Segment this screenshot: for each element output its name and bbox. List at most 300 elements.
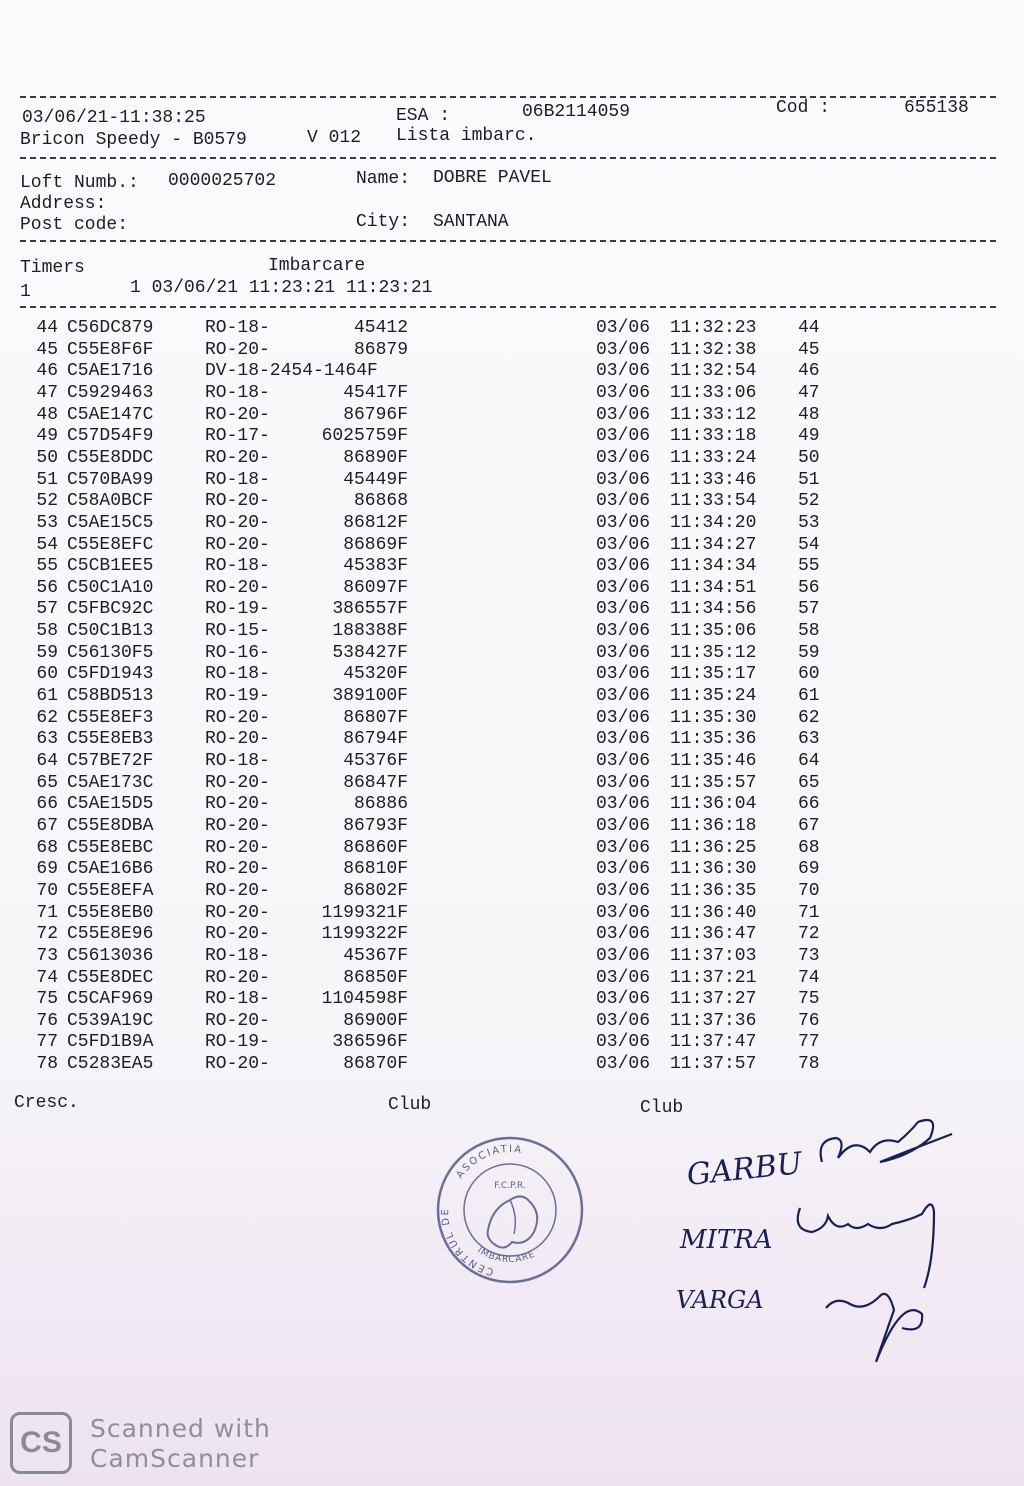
row-index: 45 xyxy=(36,339,58,360)
row-number: 48 xyxy=(798,404,820,425)
ring-prefix: RO-18- xyxy=(205,664,270,685)
ring-prefix: RO-15- xyxy=(205,621,270,642)
arrival-date: 03/06 xyxy=(596,577,651,598)
list-row xyxy=(0,751,1024,773)
ring-prefix: RO-18- xyxy=(205,318,270,338)
arrival-date: 03/06 xyxy=(596,361,651,382)
ring-prefix: RO-18- xyxy=(205,751,270,771)
ring-number: 86796F xyxy=(343,404,408,425)
row-index: 50 xyxy=(36,447,58,468)
club-label: Club xyxy=(640,1098,684,1118)
row-number: 60 xyxy=(798,664,820,685)
list-row xyxy=(0,491,1024,513)
stamp-bottom-text: IMBARCARE xyxy=(475,1245,538,1266)
arrival-date: 03/06 xyxy=(596,556,651,577)
list-row xyxy=(0,383,1024,405)
esa-label: ESA : xyxy=(396,106,451,126)
list-row xyxy=(0,686,1024,708)
list-row xyxy=(0,535,1024,557)
chip-id: C5AE15D5 xyxy=(67,794,154,815)
row-index: 52 xyxy=(36,491,58,512)
row-number: 62 xyxy=(798,707,820,728)
row-index: 61 xyxy=(36,686,58,707)
postcode-label: Post code: xyxy=(20,215,129,235)
camscanner-logo-icon: CS xyxy=(10,1412,72,1474)
arrival-date: 03/06 xyxy=(596,837,651,858)
ring-prefix: RO-19- xyxy=(205,1032,270,1053)
row-index: 68 xyxy=(36,837,58,858)
row-number: 73 xyxy=(798,945,820,966)
ring-number: 86812F xyxy=(343,512,408,533)
ring-prefix: RO-19- xyxy=(205,686,270,707)
ring-number: 86802F xyxy=(343,880,408,901)
row-index: 78 xyxy=(36,1054,58,1075)
ring-prefix: RO-18- xyxy=(205,989,270,1010)
arrival-date: 03/06 xyxy=(596,534,651,555)
row-index: 58 xyxy=(36,621,58,642)
ring-number: 86860F xyxy=(343,837,408,858)
ring-number: 45412 xyxy=(353,318,408,338)
chip-id: C5FBC92C xyxy=(67,599,154,620)
row-number: 61 xyxy=(798,686,820,707)
row-index: 69 xyxy=(36,859,58,880)
signature-1 xyxy=(821,1120,952,1162)
row-number: 56 xyxy=(798,577,820,598)
name-value: DOBRE PAVEL xyxy=(433,168,552,188)
arrival-date: 03/06 xyxy=(596,339,651,360)
row-index: 74 xyxy=(36,967,58,988)
list-row xyxy=(0,816,1024,838)
row-number: 71 xyxy=(798,902,820,923)
arrival-date: 03/06 xyxy=(596,599,651,620)
chip-id: C5AE16B6 xyxy=(67,859,154,880)
stamp-top-text: ASOCIATIA xyxy=(454,1143,524,1181)
list-row xyxy=(0,729,1024,751)
ring-prefix: RO-20- xyxy=(205,577,270,598)
arrival-date: 03/06 xyxy=(596,989,651,1010)
arrival-time: 11:33:46 xyxy=(670,469,757,490)
row-number: 51 xyxy=(798,469,820,490)
chip-id: C58BD513 xyxy=(67,686,154,707)
list-row xyxy=(0,513,1024,535)
row-index: 53 xyxy=(36,512,58,533)
list-row xyxy=(0,426,1024,448)
arrival-time: 11:37:36 xyxy=(670,1010,757,1031)
ring-number: 86890F xyxy=(343,447,408,468)
chip-id: C5613036 xyxy=(67,945,154,966)
ring-number: 86869F xyxy=(343,534,408,555)
ring-prefix: RO-20- xyxy=(205,794,270,815)
ring-number: 86900F xyxy=(343,1010,408,1031)
chip-id: C55E8EBC xyxy=(67,837,154,858)
list-row xyxy=(0,318,1024,340)
arrival-time: 11:34:34 xyxy=(670,556,757,577)
chip-id: C5283EA5 xyxy=(67,1054,154,1075)
ring-number: 86097F xyxy=(343,577,408,598)
signatures xyxy=(640,1100,980,1380)
ring-number: 6025759F xyxy=(321,426,408,447)
ring-prefix: RO-20- xyxy=(205,534,270,555)
arrival-date: 03/06 xyxy=(596,772,651,793)
arrival-time: 11:37:03 xyxy=(670,945,757,966)
chip-id: C55E8EFA xyxy=(67,880,154,901)
arrival-date: 03/06 xyxy=(596,1054,651,1075)
ring-prefix: RO-20- xyxy=(205,815,270,836)
chip-id: C5FD1943 xyxy=(67,664,154,685)
ring-prefix: RO-18- xyxy=(205,382,270,403)
arrival-date: 03/06 xyxy=(596,686,651,707)
chip-id: C57D54F9 xyxy=(67,426,154,447)
ring-number: 86850F xyxy=(343,967,408,988)
row-index: 71 xyxy=(36,902,58,923)
chip-id: C55E8F6F xyxy=(67,339,154,360)
chip-id: C56DC879 xyxy=(67,318,154,338)
ring-number: 45449F xyxy=(343,469,408,490)
svg-text:IMBARCARE xyxy=(475,1246,537,1266)
arrival-time: 11:36:47 xyxy=(670,924,757,945)
arrival-time: 11:33:54 xyxy=(670,491,757,512)
arrival-date: 03/06 xyxy=(596,751,651,771)
ring-number: 86810F xyxy=(343,859,408,880)
list-title: Lista imbarc. xyxy=(396,126,537,146)
arrival-time: 11:33:24 xyxy=(670,447,757,468)
list-row xyxy=(0,989,1024,1011)
arrival-date: 03/06 xyxy=(596,404,651,425)
ring-number: 188388F xyxy=(332,621,408,642)
club-stamp xyxy=(430,1130,590,1290)
chip-id: C50C1B13 xyxy=(67,621,154,642)
list-row xyxy=(0,946,1024,968)
chip-id: C55E8E96 xyxy=(67,924,154,945)
list-row xyxy=(0,578,1024,600)
row-index: 75 xyxy=(36,989,58,1010)
row-index: 67 xyxy=(36,815,58,836)
ring-prefix: RO-20- xyxy=(205,491,270,512)
timers-label: Timers xyxy=(20,258,85,278)
ring-prefix: RO-20- xyxy=(205,729,270,750)
ring-prefix: RO-20- xyxy=(205,339,270,360)
row-index: 51 xyxy=(36,469,58,490)
row-number: 76 xyxy=(798,1010,820,1031)
arrival-date: 03/06 xyxy=(596,512,651,533)
loft-number: 0000025702 xyxy=(168,171,277,191)
stamp-mid-text: F.C.P.R. xyxy=(494,1181,526,1191)
arrival-date: 03/06 xyxy=(596,707,651,728)
list-row xyxy=(0,643,1024,665)
arrival-time: 11:35:06 xyxy=(670,621,757,642)
arrival-time: 11:35:24 xyxy=(670,686,757,707)
arrival-time: 11:35:57 xyxy=(670,772,757,793)
ring-prefix: RO-18- xyxy=(205,945,270,966)
chip-id: C5AE15C5 xyxy=(67,512,154,533)
arrival-date: 03/06 xyxy=(596,902,651,923)
arrival-date: 03/06 xyxy=(596,318,651,338)
chip-id: C5CAF969 xyxy=(67,989,154,1010)
ring-number: 1199322F xyxy=(321,924,408,945)
ring-number: 86868 xyxy=(353,491,408,512)
list-row xyxy=(0,968,1024,990)
row-index: 70 xyxy=(36,880,58,901)
list-row xyxy=(0,664,1024,686)
ring-prefix: RO-20- xyxy=(205,404,270,425)
chip-id: C55E8EFC xyxy=(67,534,154,555)
divider xyxy=(20,240,996,242)
arrival-time: 11:32:54 xyxy=(670,361,757,382)
ring-number: 86807F xyxy=(343,707,408,728)
ring-prefix: RO-17- xyxy=(205,426,270,447)
list-row xyxy=(0,405,1024,427)
ring-number: 86870F xyxy=(343,1054,408,1075)
arrival-time: 11:35:46 xyxy=(670,751,757,771)
cod-label: Cod : xyxy=(776,98,831,118)
arrival-time: 11:35:30 xyxy=(670,707,757,728)
list-row xyxy=(0,903,1024,925)
ring-number: 86847F xyxy=(343,772,408,793)
row-index: 57 xyxy=(36,599,58,620)
row-number: 52 xyxy=(798,491,820,512)
row-number: 55 xyxy=(798,556,820,577)
arrival-date: 03/06 xyxy=(596,642,651,663)
row-number: 63 xyxy=(798,729,820,750)
ring-number: 45320F xyxy=(343,664,408,685)
ring-number: 386596F xyxy=(332,1032,408,1053)
row-number: 44 xyxy=(798,318,820,338)
svg-text:ASOCIATIA xyxy=(454,1144,523,1181)
row-index: 59 xyxy=(36,642,58,663)
row-number: 68 xyxy=(798,837,820,858)
ring-prefix: RO-18- xyxy=(205,556,270,577)
signature-name-1: GARBU xyxy=(685,1146,804,1193)
chip-id: C57BE72F xyxy=(67,751,154,771)
ring-prefix: RO-16- xyxy=(205,642,270,663)
loft-label: Loft Numb.: xyxy=(20,173,139,193)
ring-number: 538427F xyxy=(332,642,408,663)
chip-id: C5AE147C xyxy=(67,404,154,425)
row-index: 48 xyxy=(36,404,58,425)
chip-id: C5929463 xyxy=(67,382,154,403)
arrival-time: 11:33:12 xyxy=(670,404,757,425)
watermark-line-2: CamScanner xyxy=(90,1444,260,1473)
ring-number: 45417F xyxy=(343,382,408,403)
signature-3 xyxy=(826,1294,922,1362)
row-index: 64 xyxy=(36,751,58,771)
club-label: Club xyxy=(388,1095,432,1115)
ring-number: 86879 xyxy=(353,339,408,360)
chip-id: C5AE173C xyxy=(67,772,154,793)
arrival-date: 03/06 xyxy=(596,469,651,490)
arrival-date: 03/06 xyxy=(596,729,651,750)
ring-number: 45367F xyxy=(343,945,408,966)
row-number: 65 xyxy=(798,772,820,793)
divider xyxy=(20,306,996,308)
row-index: 63 xyxy=(36,729,58,750)
arrival-time: 11:34:27 xyxy=(670,534,757,555)
timer-values: 1 03/06/21 11:23:21 11:23:21 xyxy=(130,278,433,298)
ring-number: 386557F xyxy=(332,599,408,620)
row-number: 64 xyxy=(798,751,820,771)
city-value: SANTANA xyxy=(433,212,509,232)
imbarcare-label: Imbarcare xyxy=(268,256,366,276)
row-number: 57 xyxy=(798,599,820,620)
device-name: Bricon Speedy - B0579 xyxy=(20,130,247,150)
arrival-time: 11:34:56 xyxy=(670,599,757,620)
chip-id: C539A19C xyxy=(67,1010,154,1031)
list-row xyxy=(0,708,1024,730)
arrival-time: 11:35:36 xyxy=(670,729,757,750)
arrival-date: 03/06 xyxy=(596,1010,651,1031)
list-row xyxy=(0,470,1024,492)
row-index: 66 xyxy=(36,794,58,815)
arrival-time: 11:34:20 xyxy=(670,512,757,533)
arrival-date: 03/06 xyxy=(596,880,651,901)
row-number: 72 xyxy=(798,924,820,945)
list-row xyxy=(0,340,1024,362)
ring-prefix: RO-20- xyxy=(205,447,270,468)
row-number: 46 xyxy=(798,361,820,382)
ring-prefix: RO-19- xyxy=(205,599,270,620)
row-number: 49 xyxy=(798,426,820,447)
list-row xyxy=(0,859,1024,881)
arrival-time: 11:32:23 xyxy=(670,318,757,338)
arrival-time: 11:36:04 xyxy=(670,794,757,815)
ring-number: 86793F xyxy=(343,815,408,836)
chip-id: C55E8DEC xyxy=(67,967,154,988)
ring-number: 389100F xyxy=(332,686,408,707)
ring-prefix: RO-20- xyxy=(205,902,270,923)
arrival-date: 03/06 xyxy=(596,491,651,512)
row-number: 53 xyxy=(798,512,820,533)
chip-id: C56130F5 xyxy=(67,642,154,663)
arrival-time: 11:37:21 xyxy=(670,967,757,988)
row-number: 75 xyxy=(798,989,820,1010)
chip-id: C570BA99 xyxy=(67,469,154,490)
row-number: 78 xyxy=(798,1054,820,1075)
ring-prefix: RO-20- xyxy=(205,1054,270,1075)
chip-id: C55E8DDC xyxy=(67,447,154,468)
list-row xyxy=(0,773,1024,795)
arrival-time: 11:36:40 xyxy=(670,902,757,923)
ring-prefix: RO-20- xyxy=(205,967,270,988)
address-label: Address: xyxy=(20,194,107,214)
row-index: 76 xyxy=(36,1010,58,1031)
arrival-date: 03/06 xyxy=(596,945,651,966)
arrival-date: 03/06 xyxy=(596,426,651,447)
list-row xyxy=(0,448,1024,470)
device-version: V 012 xyxy=(307,128,362,148)
list-row xyxy=(0,838,1024,860)
signature-2 xyxy=(798,1204,934,1288)
arrival-time: 11:37:47 xyxy=(670,1032,757,1053)
ring-number: 45383F xyxy=(343,556,408,577)
row-index: 72 xyxy=(36,924,58,945)
arrival-time: 11:36:25 xyxy=(670,837,757,858)
chip-id: C5CB1EE5 xyxy=(67,556,154,577)
arrival-time: 11:33:18 xyxy=(670,426,757,447)
row-index: 62 xyxy=(36,707,58,728)
ring-prefix: DV-18-2454-1464F xyxy=(205,361,378,382)
list-row xyxy=(0,556,1024,578)
chip-id: C58A0BCF xyxy=(67,491,154,512)
ring-number: 86794F xyxy=(343,729,408,750)
ring-prefix: RO-18- xyxy=(205,469,270,490)
ring-prefix: RO-20- xyxy=(205,859,270,880)
arrival-time: 11:36:35 xyxy=(670,880,757,901)
ring-prefix: RO-20- xyxy=(205,924,270,945)
row-number: 69 xyxy=(798,859,820,880)
arrival-date: 03/06 xyxy=(596,924,651,945)
row-index: 77 xyxy=(36,1032,58,1053)
list-row xyxy=(0,1054,1024,1076)
row-number: 59 xyxy=(798,642,820,663)
row-number: 58 xyxy=(798,621,820,642)
arrival-time: 11:37:57 xyxy=(670,1054,757,1075)
row-index: 47 xyxy=(36,382,58,403)
row-number: 54 xyxy=(798,534,820,555)
signature-name-2: MITRA xyxy=(680,1225,773,1255)
ring-prefix: RO-20- xyxy=(205,1010,270,1031)
arrival-date: 03/06 xyxy=(596,967,651,988)
ring-prefix: RO-20- xyxy=(205,880,270,901)
chip-id: C5AE1716 xyxy=(67,361,154,382)
divider xyxy=(20,157,996,159)
ring-number: 86886 xyxy=(353,794,408,815)
list-row xyxy=(0,1032,1024,1054)
chip-id: C55E8EF3 xyxy=(67,707,154,728)
chip-id: C55E8EB0 xyxy=(67,902,154,923)
cod-value: 655138 xyxy=(904,98,969,118)
arrival-date: 03/06 xyxy=(596,794,651,815)
arrival-date: 03/06 xyxy=(596,621,651,642)
row-index: 46 xyxy=(36,361,58,382)
arrival-date: 03/06 xyxy=(596,1032,651,1053)
city-label: City: xyxy=(356,212,411,232)
list-row xyxy=(0,881,1024,903)
timer-index: 1 xyxy=(20,282,31,302)
chip-id: C50C1A10 xyxy=(67,577,154,598)
arrival-time: 11:36:18 xyxy=(670,815,757,836)
arrival-time: 11:37:27 xyxy=(670,989,757,1010)
row-index: 65 xyxy=(36,772,58,793)
chip-id: C5FD1B9A xyxy=(67,1032,154,1053)
row-number: 45 xyxy=(798,339,820,360)
arrival-time: 11:36:30 xyxy=(670,859,757,880)
row-index: 44 xyxy=(36,318,58,338)
row-index: 55 xyxy=(36,556,58,577)
arrival-time: 11:32:38 xyxy=(670,339,757,360)
esa-value: 06B2114059 xyxy=(522,102,631,122)
chip-id: C55E8DBA xyxy=(67,815,154,836)
arrival-date: 03/06 xyxy=(596,664,651,685)
name-label: Name: xyxy=(356,169,411,189)
ring-number: 1104598F xyxy=(321,989,408,1010)
row-number: 77 xyxy=(798,1032,820,1053)
chip-id: C55E8EB3 xyxy=(67,729,154,750)
ring-number: 1199321F xyxy=(321,902,408,923)
row-number: 74 xyxy=(798,967,820,988)
list-row xyxy=(0,924,1024,946)
list-row xyxy=(0,1011,1024,1033)
row-number: 47 xyxy=(798,382,820,403)
row-index: 56 xyxy=(36,577,58,598)
row-index: 49 xyxy=(36,426,58,447)
row-number: 66 xyxy=(798,794,820,815)
arrival-time: 11:35:12 xyxy=(670,642,757,663)
ring-prefix: RO-20- xyxy=(205,772,270,793)
cresc-label: Cresc. xyxy=(14,1093,79,1113)
arrival-time: 11:34:51 xyxy=(670,577,757,598)
row-index: 54 xyxy=(36,534,58,555)
row-number: 70 xyxy=(798,880,820,901)
